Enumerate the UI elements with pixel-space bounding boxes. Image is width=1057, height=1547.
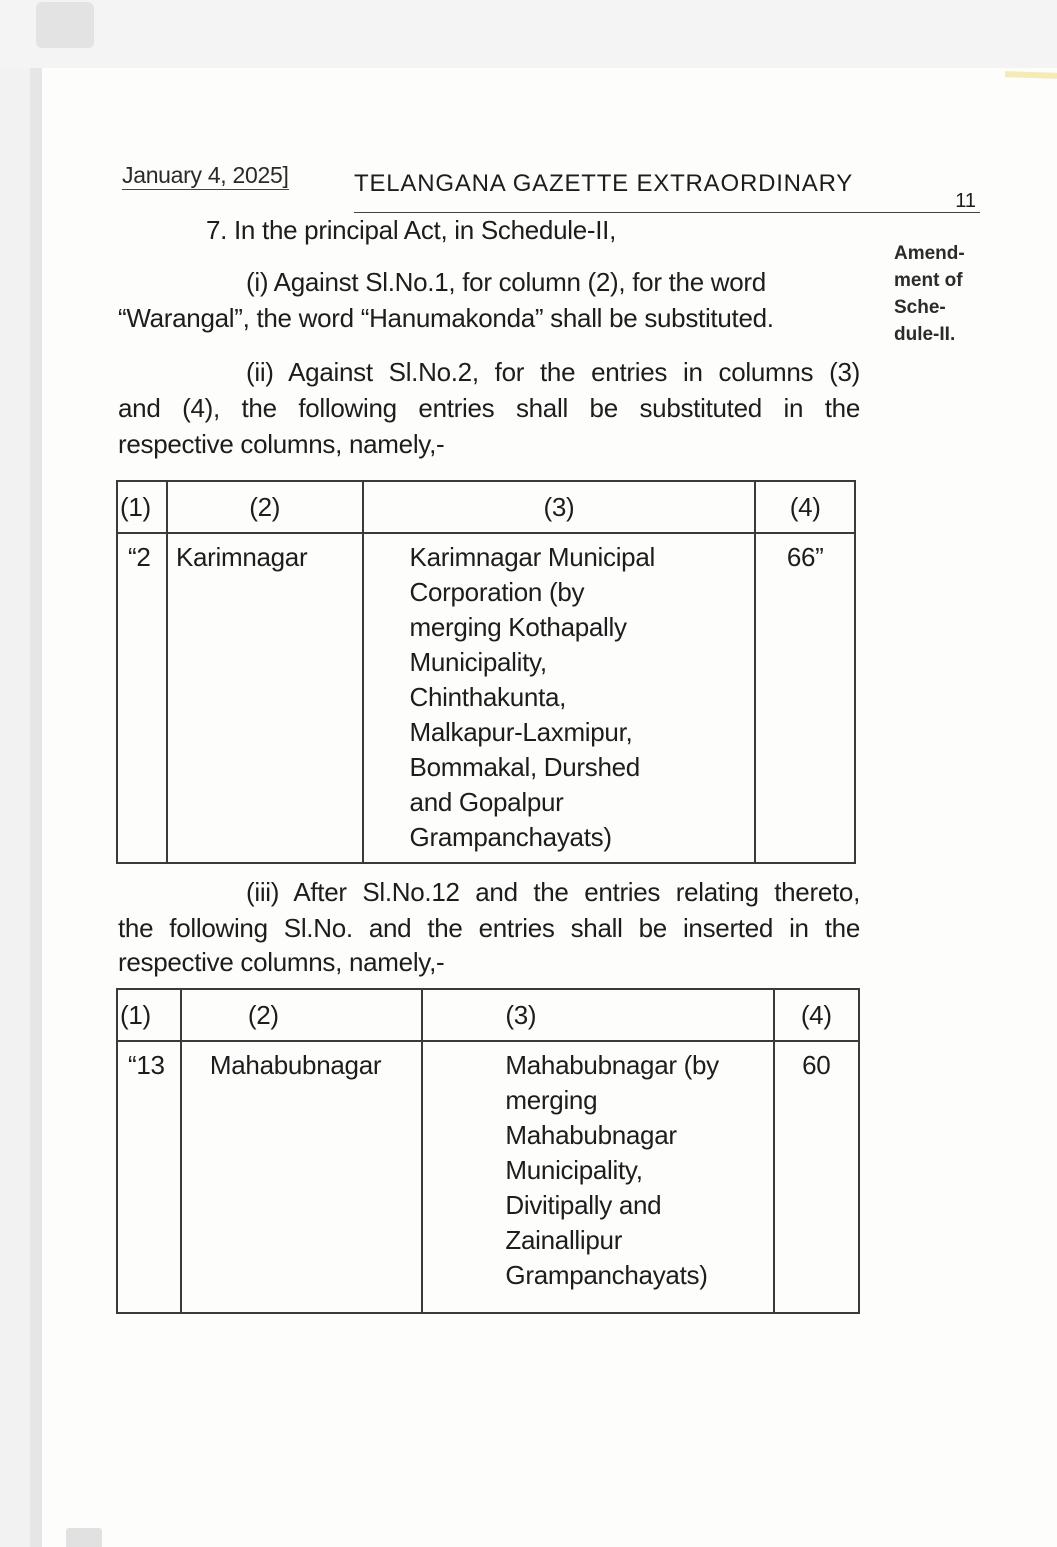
- corporation-line: Grampanchayats): [409, 822, 612, 852]
- wards-cell: 66”: [755, 533, 855, 863]
- corporation-cell: [422, 1041, 773, 1313]
- corporation-line: Municipality,: [505, 1155, 643, 1185]
- marginal-note-line: Sche-: [894, 297, 946, 318]
- gazette-title: TELANGANA GAZETTE EXTRAORDINARY: [354, 170, 854, 197]
- corporation-line: Karimnagar Municipal: [409, 542, 655, 572]
- page-header: [122, 160, 980, 216]
- sl-no-cell: “2: [117, 533, 167, 863]
- column-header: (2): [167, 481, 363, 533]
- item-iii-line: the following Sl.No. and the entries shall be inserted in the: [118, 913, 860, 943]
- table-row: [117, 533, 855, 863]
- table-header-row: [117, 481, 855, 533]
- column-header: (1): [117, 989, 181, 1041]
- header-rule: [354, 212, 980, 213]
- corporation-line: Mahabubnagar: [505, 1120, 677, 1150]
- district-cell: Karimnagar: [167, 533, 363, 863]
- marginal-note-line: ment of: [894, 270, 963, 291]
- district-cell: Mahabubnagar: [181, 1041, 423, 1313]
- sl-no-cell: “13: [117, 1041, 181, 1313]
- corporation-line: Malkapur-Laxmipur,: [409, 717, 633, 747]
- corporation-line: Divitipally and: [505, 1190, 662, 1220]
- corporation-line: Zainallipur: [505, 1225, 623, 1255]
- column-header: (2): [181, 989, 423, 1041]
- corporation-line: Corporation (by: [409, 577, 585, 607]
- item-iii-line: respective columns, namely,-: [118, 947, 445, 977]
- corporation-cell: [363, 533, 756, 863]
- corporation-line: merging Kothapally: [409, 612, 627, 642]
- corporation-line: merging: [505, 1085, 598, 1115]
- corporation-line: Mahabubnagar (by: [505, 1050, 719, 1080]
- page-number: 11: [955, 190, 976, 212]
- wards-cell: 60: [774, 1041, 859, 1313]
- table-row: [117, 1041, 859, 1313]
- marginal-note: [894, 240, 994, 348]
- column-header: (1): [117, 481, 167, 533]
- corporation-line: Municipality,: [409, 647, 547, 677]
- section-intro: 7. In the principal Act, in Schedule-II,: [206, 215, 617, 245]
- item-i-line: “Warangal”, the word “Hanumakonda” shall be substituted.: [118, 303, 774, 333]
- column-header: (3): [363, 481, 756, 533]
- item-ii-line: respective columns, namely,-: [118, 429, 445, 459]
- column-header: (3): [422, 989, 773, 1041]
- column-header: (4): [755, 481, 855, 533]
- item-iii-line: (iii) After Sl.No.12 and the entries relating thereto,: [246, 877, 860, 907]
- corporation-line: Bommakal, Durshed: [409, 752, 640, 782]
- item-ii-line: (ii) Against Sl.No.2, for the entries in columns (3): [246, 357, 860, 387]
- marginal-note-line: dule-II.: [894, 324, 956, 345]
- page-thumbnail[interactable]: [36, 2, 94, 48]
- table-header-row: [117, 989, 859, 1041]
- schedule-table-1: [116, 480, 856, 864]
- next-page-thumbnail[interactable]: [66, 1528, 102, 1547]
- corporation-line: Chinthakunta,: [409, 682, 567, 712]
- column-header: (4): [774, 989, 859, 1041]
- schedule-table-2: [116, 988, 860, 1314]
- item-ii-line: and (4), the following entries shall be substituted in the: [118, 393, 860, 423]
- corporation-line: and Gopalpur: [409, 787, 564, 817]
- viewer-top-bar: [0, 0, 1057, 68]
- marginal-note-line: Amend-: [894, 243, 965, 264]
- header-date: January 4, 2025]: [122, 162, 289, 188]
- item-i-line: (i) Against Sl.No.1, for column (2), for the word: [246, 267, 766, 297]
- corporation-line: Grampanchayats): [505, 1260, 708, 1290]
